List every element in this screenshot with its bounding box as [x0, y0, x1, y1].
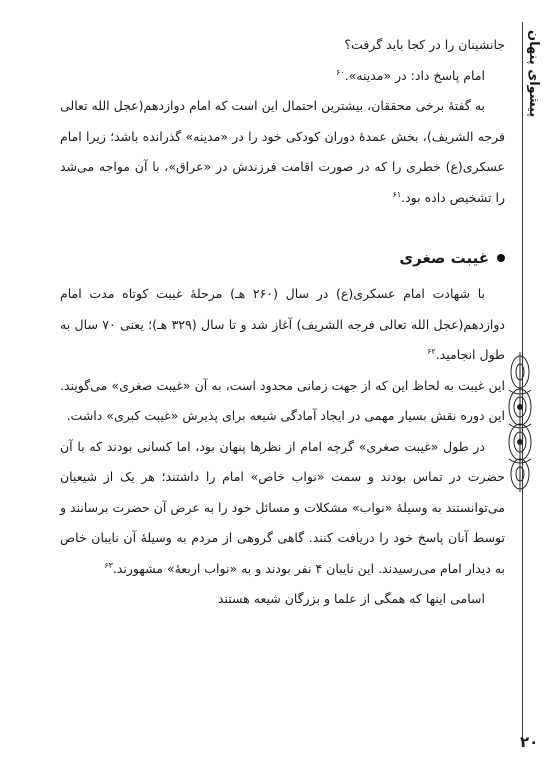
paragraph: اسامی اینها که همگی از علما و بزرگان شیعه هستند	[217, 591, 485, 606]
paragraph: جانشینان را در کجا باید گرفت؟	[344, 37, 505, 52]
footnote-marker: ۶۲	[427, 346, 436, 356]
paragraph: به گفتهٔ برخی محققان، بیشترین احتمال این است که امام دوازدهم(عجل الله تعالی فرجه الشریف)، بخش عمدهٔ دوران کودکی خود را در «مدینه» گذرانده باشد؛ زیرا امام عسکری‌(ع) خطری را که در صورت اقامت فرزندش در «عراق»، با آن مواجه می‌شد را تشخیص داده بود.$^{۶۱}$	[60, 98, 505, 205]
decorative-ornament-icon	[505, 352, 535, 492]
section-heading: غیبت صغری	[60, 243, 505, 273]
paragraph: امام پاسخ داد: در «مدینه».$^{۶۰}$	[336, 67, 485, 83]
footnote-marker: ۶۱	[392, 189, 402, 199]
paragraph: این غیبت به لحاظ این که از جهت زمانی محدود است، به آن «غیبت صغری» می‌گویند. این دوره نقش بسیار مهمی در ایجاد آمادگی شیعه برای پذیرش «غیبت کبری» داشت.	[60, 377, 505, 423]
paragraph: در طول «غیبت صغری» گرچه امام از نظرها پنهان بود، اما کسانی بودند که با آن حضرت در تماس بودند و سمت «نواب خاص» امام را داشتند؛ هر یک از شیعیان می‌توانستند به وسیلهٔ «نواب» مشکلات و مسائل خود را به عرض آن حضرت برسانند و توسط آنان پاسخ خود را دریافت کنند. گاهی گروهی از مردم به وسیلهٔ آن نایبان خاص به دیدار امام می‌رسیدند. این نایبان ۴ نفر بودند و به «نواب اربعهٔ» مشهورند.$^{۶۳}$	[60, 438, 505, 576]
footnote-marker: ۶۳	[104, 560, 113, 570]
running-title: پیشوای پنهان	[526, 30, 541, 118]
main-text-column	[60, 30, 505, 615]
paragraph: با شهادت امام عسکری‌(ع) در سال (۲۶۰ هـ) مرحلهٔ غیبت کوتاه مدت امام دوازدهم(عجل الله تعالی فرجه الشریف) آغاز شد و تا سال (۳۲۹ هـ)؛ یعنی ۷۰ سال به طول انجامید.$^{۶۲}$	[60, 286, 506, 362]
page-number: ۲۰	[520, 733, 539, 751]
bullet-icon	[497, 254, 505, 262]
footnote-marker: ۶۰	[336, 67, 345, 77]
